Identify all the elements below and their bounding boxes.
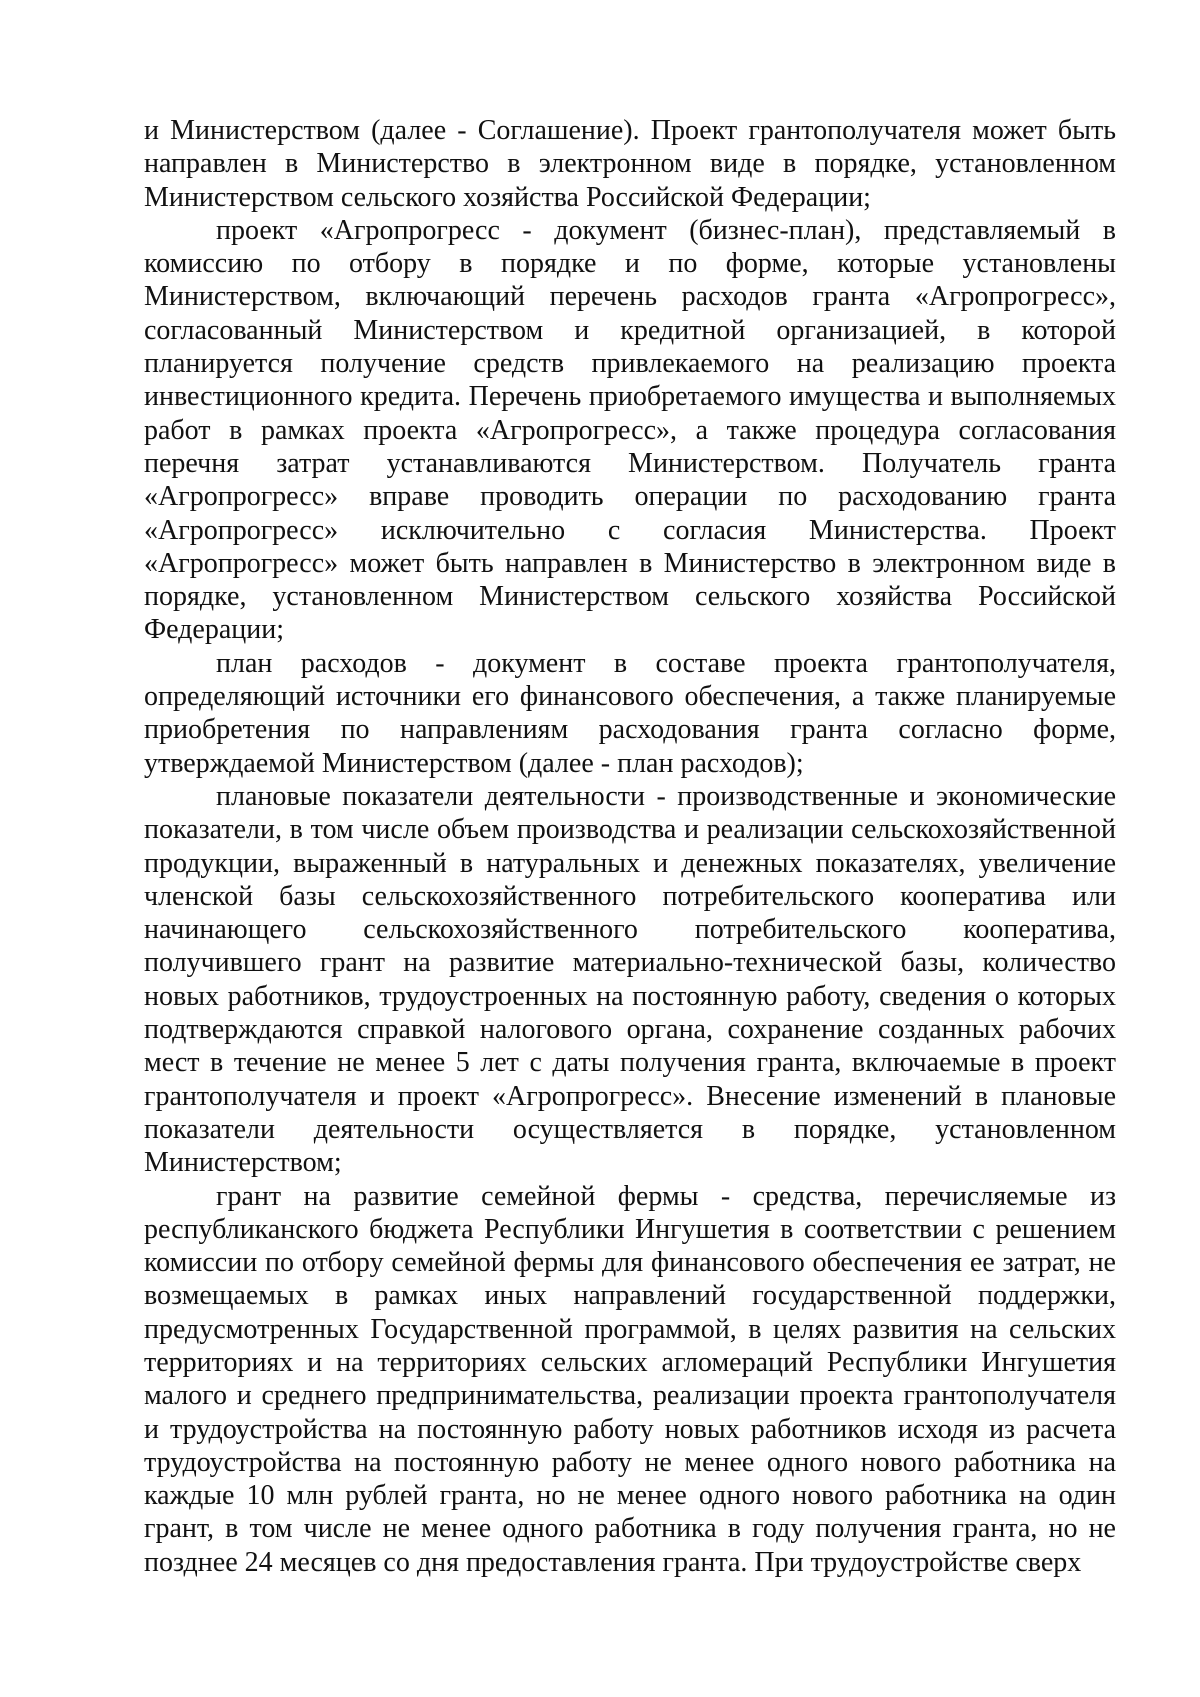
paragraph-agroprogress-project: проект «Агропрогресс - документ (бизнес-план), представляемый в комиссию по отбору в порядке и по форме, которые установлены Министерством, включающий перечень расходов гранта «Агропрогресс», согласованный Министерством и кредитной организацией, в которой планируется получение средств привлекаемого на реализацию проекта инвестиционного кредита. Перечень приобретаемого имущества и выполняемых работ в рамках проекта «Агропрогресс», а также процедура согласования перечня затрат устанавливаются Министерством. Получатель гранта «Агропрогресс» вправе проводить операции по расходованию гранта «Агропрогресс» исключительно с согласия Министерства. Проект «Агропрогресс» может быть направлен в Министерство в электронном виде в порядке, установленном Министерством сельского хозяйства Российской Федерации; [144, 214, 1116, 646]
document-body [144, 114, 1116, 1579]
paragraph-expense-plan: план расходов - документ в составе проекта грантополучателя, определяющий источники его финансового обеспечения, а также планируемые приобретения по направлениям расходования гранта согласно форме, утверждаемой Министерством (далее - план расходов); [144, 647, 1116, 779]
paragraph-planned-indicators: плановые показатели деятельности - производственные и экономические показатели, в том числе объем производства и реализации сельскохозяйственной продукции, выраженный в натуральных и денежных показателях, увеличение членской базы сельскохозяйственного потребительского кооператива или начинающего сельскохозяйственного потребительского кооператива, получившего грант на развитие материально-технической базы, количество новых работников, трудоустроенных на постоянную работу, сведения о которых подтверждаются справкой налогового органа, сохранение созданных рабочих мест в течение не менее 5 лет с даты получения гранта, включаемые в проект грантополучателя и проект «Агропрогресс». Внесение изменений в плановые показатели деятельности осуществляется в порядке, установленном Министерством; [144, 780, 1116, 1179]
paragraph-agreement-continuation: и Министерством (далее - Соглашение). Проект грантополучателя может быть направлен в Министерство в электронном виде в порядке, установленном Министерством сельского хозяйства Российской Федерации; [144, 115, 1116, 213]
paragraph-family-farm-grant: грант на развитие семейной фермы - средства, перечисляемые из республиканского бюджета Республики Ингушетия в соответствии с решением комиссии по отбору семейной фермы для финансового обеспечения ее затрат, не возмещаемых в рамках иных направлений государственной поддержки, предусмотренных Государственной программой, в целях развития на сельских территориях и на территориях сельских агломераций Республики Ингушетия малого и среднего предпринимательства, реализации проекта грантополучателя и трудоустройства на постоянную работу новых работников исходя из расчета трудоустройства на постоянную работу не менее одного нового работника на каждые 10 млн рублей гранта, но не менее одного нового работника на один грант, в том числе не менее одного работника в году получения гранта, но не позднее 24 месяцев со дня предоставления гранта. При трудоустройстве сверх [144, 1180, 1116, 1578]
